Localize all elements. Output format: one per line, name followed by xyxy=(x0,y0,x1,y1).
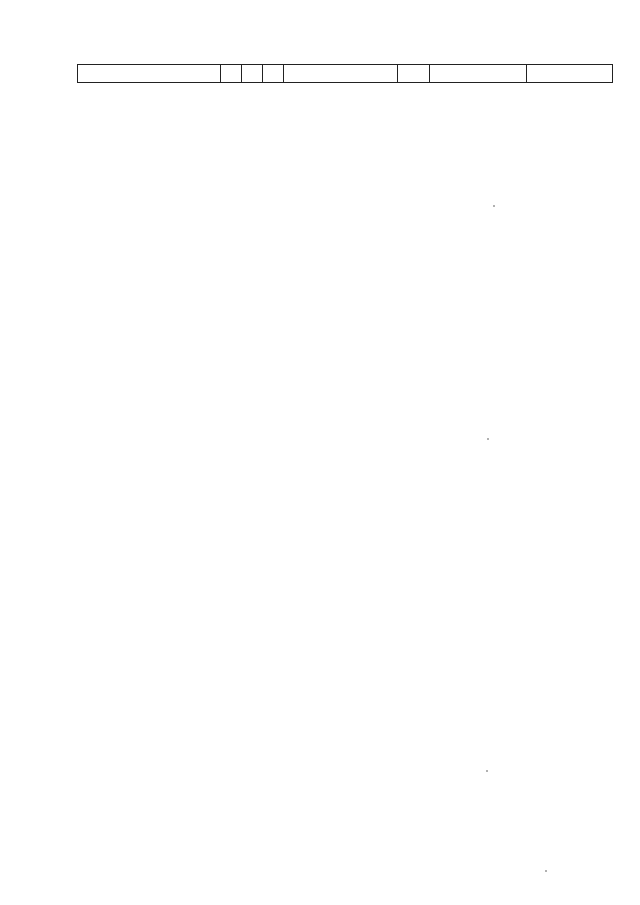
scan-speck xyxy=(486,770,488,772)
header-col-6 xyxy=(397,64,430,83)
header-col-3 xyxy=(241,64,263,83)
header-col-2 xyxy=(220,64,242,83)
scan-speck xyxy=(545,870,547,872)
scan-speck xyxy=(493,205,495,207)
header-col-7 xyxy=(429,64,527,83)
header-col-4 xyxy=(262,64,284,83)
scan-speck xyxy=(487,438,489,440)
header-col-5 xyxy=(283,64,398,83)
header-col-8 xyxy=(526,64,613,83)
header-col-1 xyxy=(77,64,221,83)
